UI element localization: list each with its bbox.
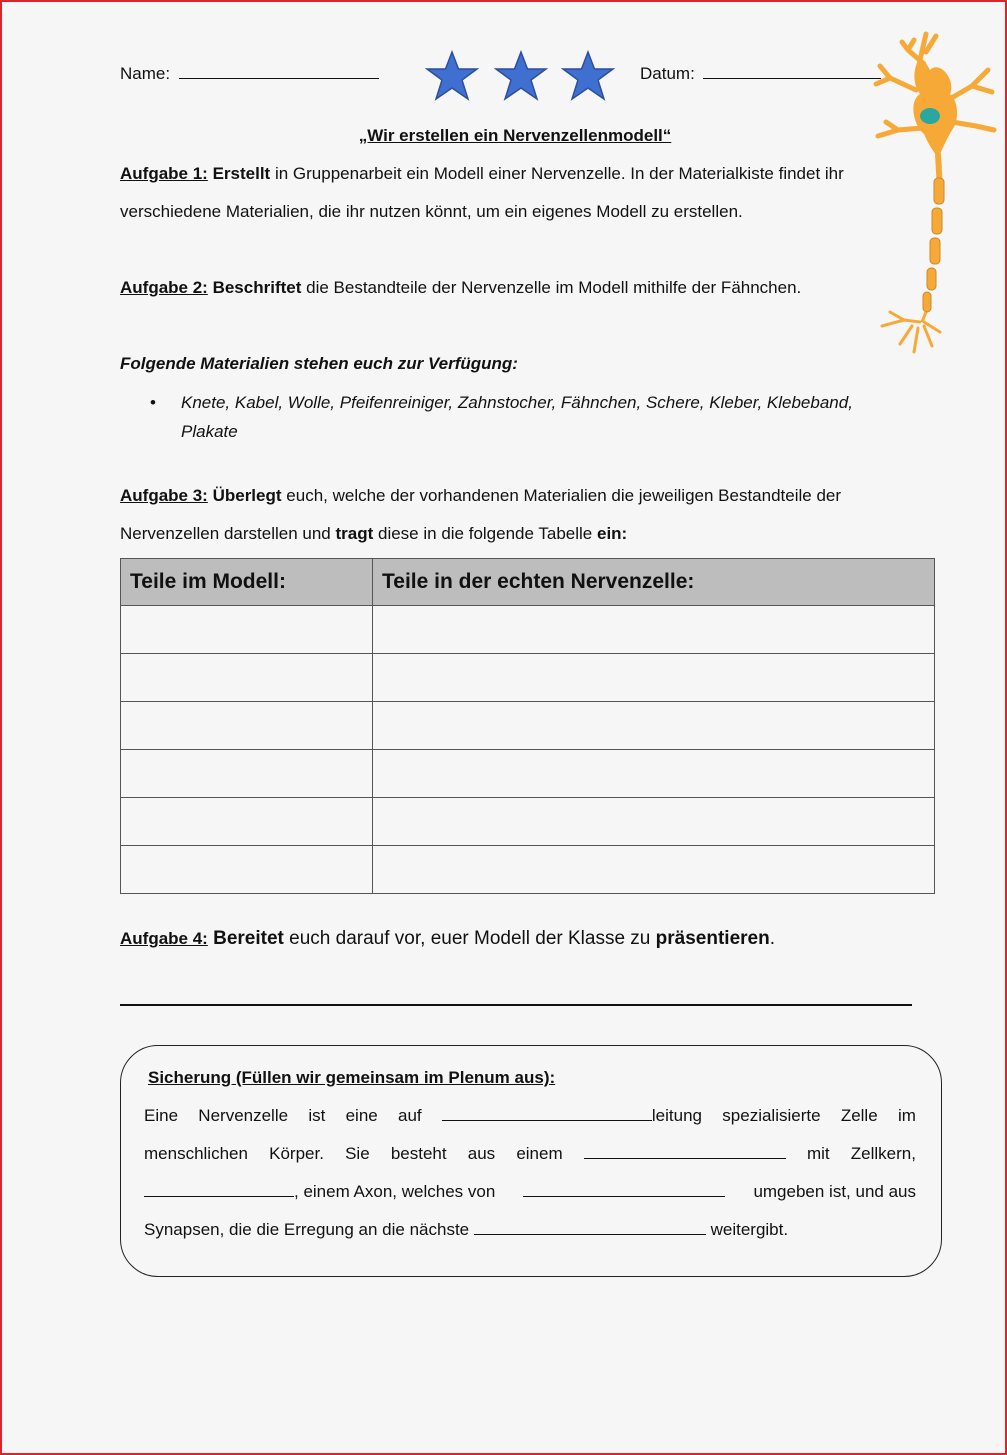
word: Synapsen, die die Erregung an die nächste (144, 1220, 470, 1239)
table-header-model: Teile im Modell: (121, 559, 373, 606)
cloze-blank[interactable] (474, 1219, 706, 1235)
word: einem (516, 1144, 563, 1163)
name-blank[interactable] (179, 63, 379, 79)
table-cell[interactable] (373, 846, 935, 894)
word: spezialisierte (722, 1106, 821, 1125)
word: Körper. (269, 1144, 324, 1163)
table-header-row (121, 559, 935, 606)
word: mit (806, 1144, 830, 1163)
star-icon (425, 50, 479, 102)
sicherung-line3 (144, 1181, 916, 1203)
cloze-blank[interactable] (584, 1143, 786, 1159)
task1-label: Aufgabe 1: (120, 164, 208, 183)
materials-list-line2: Plakate (181, 422, 238, 441)
table-cell[interactable] (121, 798, 373, 846)
task3-label: Aufgabe 3: (120, 486, 208, 505)
table-cell[interactable] (121, 750, 373, 798)
word: umgeben ist, und aus (753, 1182, 916, 1201)
date-label: Datum: (640, 64, 695, 83)
task2 (120, 277, 801, 299)
word: Zellkern, (850, 1144, 916, 1163)
model-parts-table (120, 558, 935, 894)
materials-heading: Folgende Materialien stehen euch zur Verfügung: (120, 354, 518, 373)
date-field[interactable] (640, 63, 881, 85)
task1-text: in Gruppenarbeit ein Modell einer Nervenzelle. In der Materialkiste findet ihr (274, 164, 844, 183)
table-cell[interactable] (373, 654, 935, 702)
section-divider (120, 1004, 912, 1006)
word: , einem Axon, welches von (294, 1182, 496, 1201)
word: Nervenzelle (198, 1106, 289, 1125)
sicherung-line4 (144, 1219, 788, 1241)
star-icon (561, 50, 615, 102)
task3-verb: Überlegt (212, 486, 282, 505)
table-cell[interactable] (121, 702, 373, 750)
sicherung-line2 (144, 1143, 916, 1165)
task3-verb-ein: ein: (596, 524, 628, 543)
materials-bullet: • (150, 393, 156, 412)
table-cell[interactable] (373, 702, 935, 750)
task4-verb-praesentieren: präsentieren (655, 928, 770, 949)
table-header-real: Teile in der echten Nervenzelle: (373, 559, 935, 606)
table-cell[interactable] (121, 654, 373, 702)
table-cell[interactable] (373, 798, 935, 846)
task3-verb-tragt: tragt (335, 524, 374, 543)
table-row (121, 654, 935, 702)
task2-verb: Beschriftet (212, 278, 302, 297)
star-icon (494, 50, 548, 102)
task2-label: Aufgabe 2: (120, 278, 208, 297)
materials-list-line1: Knete, Kabel, Wolle, Pfeifenreiniger, Zahnstocher, Fähnchen, Schere, Kleber, Klebeband, (181, 393, 853, 412)
task1-line1 (120, 163, 844, 185)
task4-period: . (769, 928, 775, 949)
name-field[interactable] (120, 63, 379, 85)
task3-text-c: diese in die folgende Tabelle (378, 524, 593, 543)
task1-verb: Erstellt (212, 164, 271, 183)
word: leitung (651, 1106, 703, 1125)
table-row (121, 606, 935, 654)
table-cell[interactable] (121, 606, 373, 654)
cloze-blank[interactable] (442, 1105, 652, 1121)
page-title: „Wir erstellen ein Nervenzellenmodell“ (358, 126, 672, 145)
task3-text-a: Nervenzellen darstellen und (120, 524, 331, 543)
word: auf (398, 1106, 422, 1125)
task4-text: euch darauf vor, euer Modell der Klasse zu (289, 928, 651, 949)
sicherung-line1 (144, 1105, 916, 1127)
task4-verb: Bereitet (213, 928, 284, 949)
word: Zelle (840, 1106, 878, 1125)
table-cell[interactable] (373, 750, 935, 798)
word: aus (467, 1144, 496, 1163)
date-blank[interactable] (703, 63, 881, 79)
table-cell[interactable] (373, 606, 935, 654)
table-row (121, 798, 935, 846)
task4 (120, 927, 775, 951)
task1-line2: verschiedene Materialien, die ihr nutzen könnt, um ein eigenes Modell zu erstellen. (120, 202, 743, 221)
name-label: Name: (120, 64, 171, 83)
table-row (121, 750, 935, 798)
word: ist (308, 1106, 326, 1125)
cloze-blank[interactable] (144, 1181, 294, 1197)
sicherung-heading: Sicherung (Füllen wir gemeinsam im Plenum aus): (148, 1068, 556, 1087)
word: weitergibt. (710, 1220, 789, 1239)
word: im (897, 1106, 916, 1125)
cloze-item (144, 1181, 495, 1203)
task2-text: die Bestandteile der Nervenzelle im Modell mithilfe der Fähnchen. (306, 278, 802, 297)
word: Sie (345, 1144, 370, 1163)
table-cell[interactable] (121, 846, 373, 894)
table-row (121, 702, 935, 750)
table-row (121, 846, 935, 894)
task3-text: euch, welche der vorhandenen Materialien die jeweiligen Bestandteile der (286, 486, 842, 505)
word: eine (345, 1106, 378, 1125)
word: menschlichen (144, 1144, 248, 1163)
word: besteht (390, 1144, 447, 1163)
task4-label: Aufgabe 4: (120, 929, 208, 948)
cloze-item (442, 1105, 702, 1127)
cloze-blank[interactable] (523, 1181, 725, 1197)
task3-line1 (120, 485, 841, 507)
word: Eine (144, 1106, 179, 1125)
task3-line2 (120, 523, 627, 545)
neuron-illustration (868, 30, 1000, 362)
